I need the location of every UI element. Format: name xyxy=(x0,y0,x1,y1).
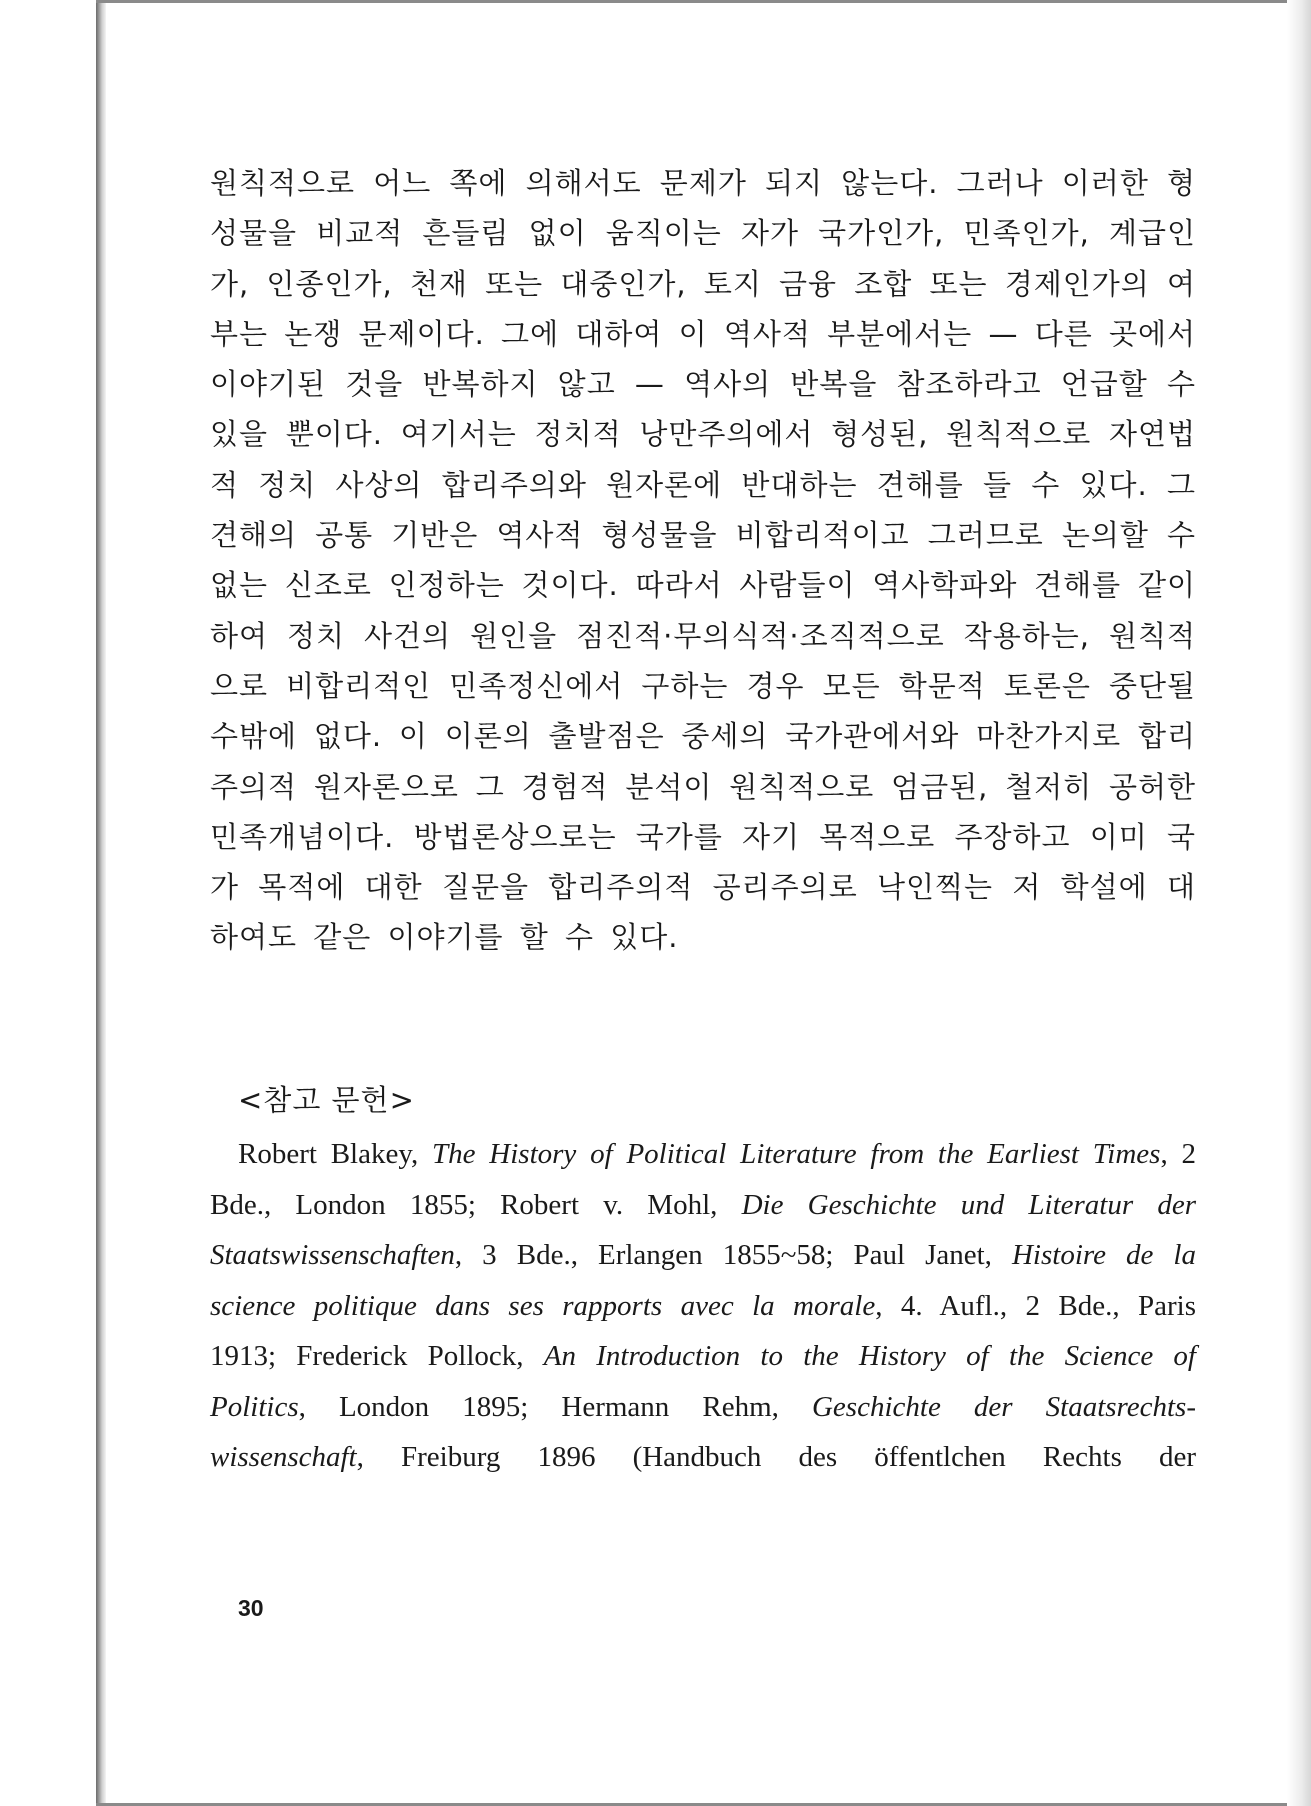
reference-title: Die Geschichte und Literatur der Staatswissenschaften xyxy=(210,1188,1197,1271)
page-number: 30 xyxy=(238,1595,264,1621)
reference-text: , 2 Bde., London 1855; Robert v. Mohl, xyxy=(210,1138,1196,1221)
reference-title: An Introduction to the History of the Science of Politics xyxy=(210,1340,1196,1423)
page-binding-edge xyxy=(96,0,106,1806)
reference-text: , 4. Aufl., 2 Bde., Paris 1913; Frederick Pollock, xyxy=(210,1289,1196,1372)
reference-entry xyxy=(210,1129,1196,1483)
reference-title: Histoire de la science politique dans ses rapports avec la morale xyxy=(210,1239,1196,1322)
references-heading: <참고 문헌> xyxy=(238,1083,415,1117)
references-list xyxy=(210,1129,1196,1483)
reference-text: Robert Blakey, xyxy=(238,1138,433,1170)
reference-text: , Freiburg 1896 (Handbuch des öffentlchen Rechts der xyxy=(356,1441,1196,1473)
body-paragraph: 원칙적으로 어느 쪽에 의해서도 문제가 되지 않는다. 그러나 이러한 형성물을 비교적 흔들림 없이 움직이는 자가 국가인가, 민족인가, 계급인가, 인종인가, 천재 또는 대중인가, 토지 금융 조합 또는 경제인가의 여부는 논쟁 문제이다. 그에 대하여 이 역사적 부분에서는 — 다른 곳에서 이야기된 것을 반복하지 않고 — 역사의 반복을 참조하라고 언급할 수 있을 뿐이다. 여기서는 정치적 낭만주의에서 형성된, 원칙적으로 자연법적 정치 사상의 합리주의와 원자론에 반대하는 견해를 들 수 있다. 그 견해의 공통 기반은 역사적 형성물을 비합리적이고 그러므로 논의할 수 없는 신조로 인정하는 것이다. 따라서 사람들이 역사학파와 견해를 같이하여 정치 사건의 원인을 점진적·무의식적·조직적으로 작용하는, 원칙적으로 비합리적인 민족정신에서 구하는 경우 모든 학문적 토론은 중단될 수밖에 없다. 이 이론의 출발점은 중세의 국가관에서와 마찬가지로 합리주의적 원자론으로 그 경험적 분석이 원칙적으로 엄금된, 철저히 공허한 민족개념이다. 방법론상으로는 국가를 자기 목적으로 주장하고 이미 국가 목적에 대한 질문을 합리주의적 공리주의로 낙인찍는 저 학설에 대하여도 같은 이야기를 할 수 있다. xyxy=(210,166,1196,955)
reference-title: The History of Political Literature from the Earliest Times xyxy=(432,1138,1161,1170)
page-right-shadow xyxy=(1287,0,1311,1806)
reference-text: , 3 Bde., Erlangen 1855~58; Paul Janet, xyxy=(454,1239,1012,1271)
body-text xyxy=(210,158,1196,963)
book-page xyxy=(106,3,1287,1803)
reference-text: , London 1895; Hermann Rehm, xyxy=(298,1390,812,1423)
reference-title: Geschichte der Staatsrechts-wissenschaft xyxy=(210,1390,1196,1473)
